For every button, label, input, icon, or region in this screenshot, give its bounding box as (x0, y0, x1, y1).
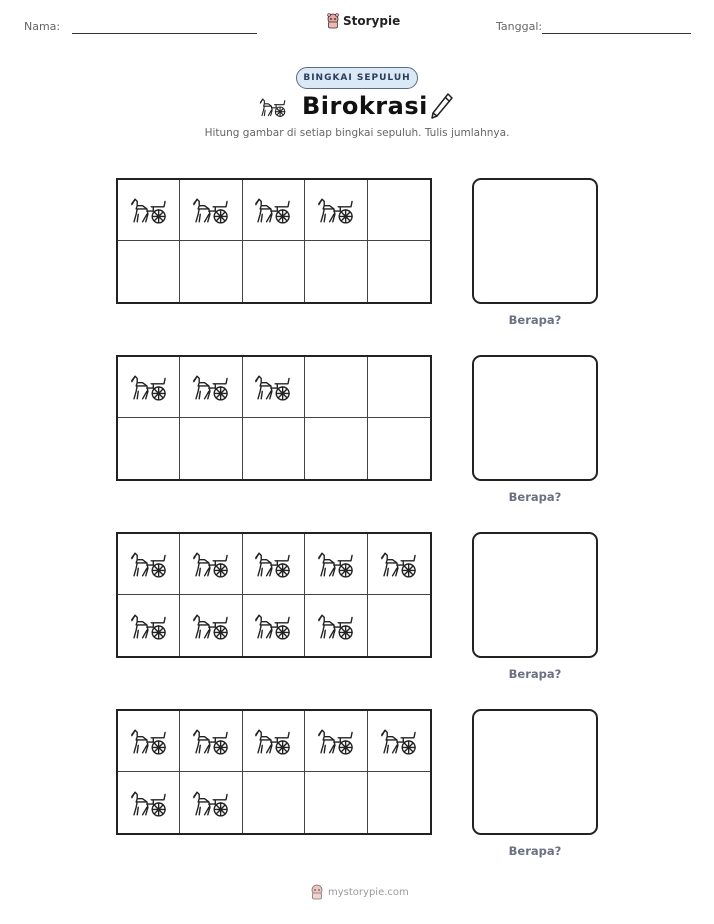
frame-cell-empty (368, 595, 430, 656)
answer-box[interactable] (472, 355, 598, 481)
horse-carriage-icon (251, 726, 295, 756)
horse-carriage-icon (127, 611, 171, 641)
answer-box[interactable] (472, 709, 598, 835)
frame-cell-filled (243, 357, 305, 418)
horse-carriage-icon (189, 549, 233, 579)
date-line[interactable] (542, 33, 691, 34)
frame-cell-filled (243, 711, 305, 772)
frame-cell-empty (368, 418, 430, 479)
frame-cell-empty (368, 180, 430, 241)
frame-cell-empty (180, 241, 242, 302)
page-title: Birokrasi (302, 92, 428, 120)
frame-cell-empty (118, 241, 180, 302)
horse-carriage-icon (127, 726, 171, 756)
storypie-mascot-icon (310, 884, 324, 900)
storypie-mascot-icon (326, 13, 340, 29)
frame-cell-filled (305, 180, 367, 241)
horse-carriage-icon (377, 549, 421, 579)
date-label: Tanggal: (496, 20, 543, 33)
horse-carriage-icon (257, 96, 289, 118)
answer-label: Berapa? (508, 490, 562, 504)
frame-cell-empty (180, 418, 242, 479)
answer-label: Berapa? (508, 313, 562, 327)
horse-carriage-icon (127, 788, 171, 818)
frame-cell-filled (180, 534, 242, 595)
horse-carriage-icon (189, 726, 233, 756)
ten-frame (116, 178, 432, 304)
frame-cell-filled (118, 772, 180, 833)
footer (310, 884, 409, 900)
answer-box[interactable] (472, 178, 598, 304)
frame-cell-filled (305, 595, 367, 656)
frame-cell-filled (118, 180, 180, 241)
answer-label: Berapa? (508, 844, 562, 858)
frame-cell-empty (305, 357, 367, 418)
horse-carriage-icon (251, 549, 295, 579)
horse-carriage-icon (189, 195, 233, 225)
frame-cell-filled (368, 534, 430, 595)
instructions: Hitung gambar di setiap bingkai sepuluh. Tulis jumlahnya. (204, 127, 510, 139)
frame-cell-filled (305, 534, 367, 595)
horse-carriage-icon (314, 549, 358, 579)
frame-cell-filled (243, 180, 305, 241)
frame-cell-empty (368, 772, 430, 833)
frame-cell-filled (180, 595, 242, 656)
frame-cell-filled (243, 534, 305, 595)
frame-cell-filled (118, 595, 180, 656)
horse-carriage-icon (127, 195, 171, 225)
frame-cell-filled (180, 711, 242, 772)
frame-cell-empty (243, 241, 305, 302)
brand-logo (326, 13, 400, 29)
ten-frame (116, 355, 432, 481)
frame-cell-filled (368, 711, 430, 772)
horse-carriage-icon (189, 788, 233, 818)
horse-carriage-icon (189, 611, 233, 641)
frame-cell-empty (118, 418, 180, 479)
frame-cell-empty (368, 357, 430, 418)
pencil-icon (428, 92, 454, 122)
frame-cell-empty (243, 772, 305, 833)
frame-cell-filled (243, 595, 305, 656)
horse-carriage-icon (377, 726, 421, 756)
horse-carriage-icon (314, 726, 358, 756)
name-line[interactable] (72, 33, 257, 34)
horse-carriage-icon (251, 195, 295, 225)
ten-frame (116, 709, 432, 835)
frame-cell-filled (180, 180, 242, 241)
answer-box[interactable] (472, 532, 598, 658)
frame-cell-filled (305, 711, 367, 772)
frame-cell-empty (305, 241, 367, 302)
ten-frame (116, 532, 432, 658)
horse-carriage-icon (189, 372, 233, 402)
frame-cell-filled (118, 711, 180, 772)
frame-cell-empty (243, 418, 305, 479)
frame-cell-empty (368, 241, 430, 302)
answer-label: Berapa? (508, 667, 562, 681)
horse-carriage-icon (251, 372, 295, 402)
worksheet-type-badge: BINGKAI SEPULUH (296, 67, 418, 89)
brand-name: Storypie (343, 14, 401, 28)
frame-cell-filled (180, 357, 242, 418)
name-label: Nama: (24, 20, 61, 33)
horse-carriage-icon (127, 372, 171, 402)
horse-carriage-icon (314, 195, 358, 225)
frame-cell-filled (118, 534, 180, 595)
frame-cell-filled (180, 772, 242, 833)
footer-url[interactable]: mystorypie.com (328, 886, 409, 898)
horse-carriage-icon (251, 611, 295, 641)
frame-cell-empty (305, 418, 367, 479)
frame-cell-empty (305, 772, 367, 833)
horse-carriage-icon (314, 611, 358, 641)
horse-carriage-icon (127, 549, 171, 579)
frame-cell-filled (118, 357, 180, 418)
